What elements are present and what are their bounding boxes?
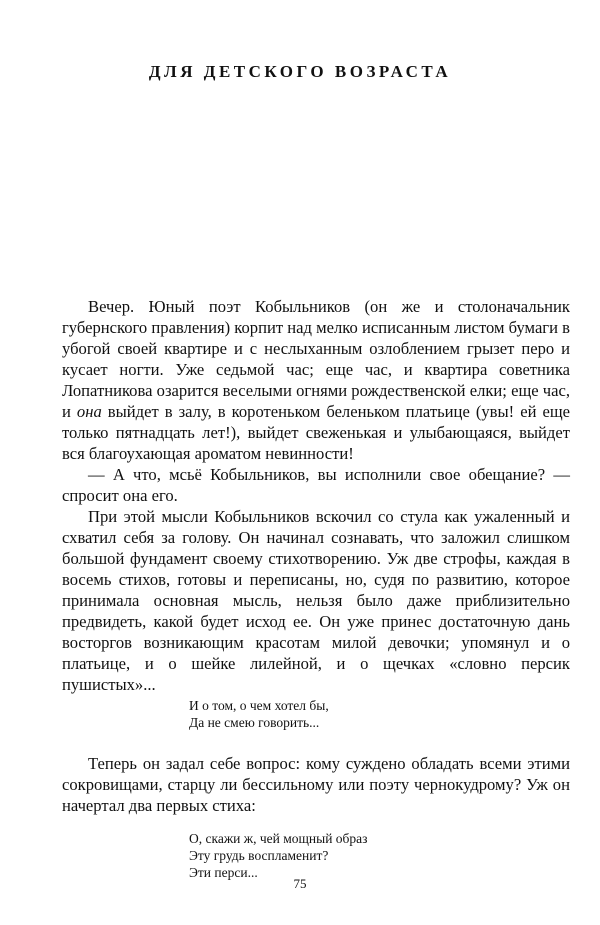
chapter-title: ДЛЯ ДЕТСКОГО ВОЗРАСТА bbox=[148, 62, 452, 81]
verse-line: Эти перси... bbox=[189, 865, 258, 880]
paragraph-1-emphasis: она bbox=[76, 402, 102, 421]
paragraph-1-part-a: Вечер. Юный поэт Кобыльников (он же и столоначальник губернского правления) корпит над мелко исписанным листом бумаги в убогой своей квартире и с неслыханным озлоблением грызет перо и кусает ногти. Уже седьмой час; еще час, и квартира советника Лопатникова озарится веселыми огнями рождественской елки; еще час, и bbox=[62, 297, 570, 421]
paragraph-4: Теперь он задал себе вопрос: кому суждено обладать всеми этими сокровищами, старцу ли бессильному или поэту чернокудрому? Уж он начертал два первых стиха: bbox=[62, 754, 570, 815]
verse-line: О, скажи ж, чей мощный образ bbox=[189, 831, 368, 846]
verse-line: Да не смею говорить... bbox=[189, 715, 320, 730]
verse-quote-1 bbox=[62, 697, 570, 731]
paragraph-2: — А что, мсьё Кобыльников, вы исполнили свое обещание? — спросит она его. bbox=[62, 465, 570, 505]
body-text bbox=[62, 296, 570, 881]
verse-line: И о том, о чем хотел бы, bbox=[189, 698, 329, 713]
paragraph-3: При этой мысли Кобыльников вскочил со стула как ужаленный и схватил себя за голову. Он начинал сознавать, что заложил слишком большой фундамент своему стихотворению. Уж две строфы, каждая в восемь стихов, готовы и переписаны, но, судя по развитию, которое принимала основная мысль, нельзя было даже приблизительно предвидеть, какой будет исход ее. Он уже принес достаточную дань восторгов возникающим красотам милой девочки; упомянул и о платьице, и о шейке лилейной, и о щечках «словно персик пушистых»... bbox=[62, 507, 570, 694]
verse-quote-2 bbox=[62, 830, 570, 881]
paragraph-1-part-b: выйдет в залу, в коротеньком беленьком платьице (увы! ей еще только пятнадцать лет!), выйдет свеженькая и улыбающаяся, выйдет вся благоухающая ароматом невинности! bbox=[62, 402, 571, 463]
page-number: 75 bbox=[293, 876, 307, 891]
verse-line: Эту грудь воспламенит? bbox=[189, 848, 329, 863]
paragraph-1 bbox=[62, 296, 570, 464]
